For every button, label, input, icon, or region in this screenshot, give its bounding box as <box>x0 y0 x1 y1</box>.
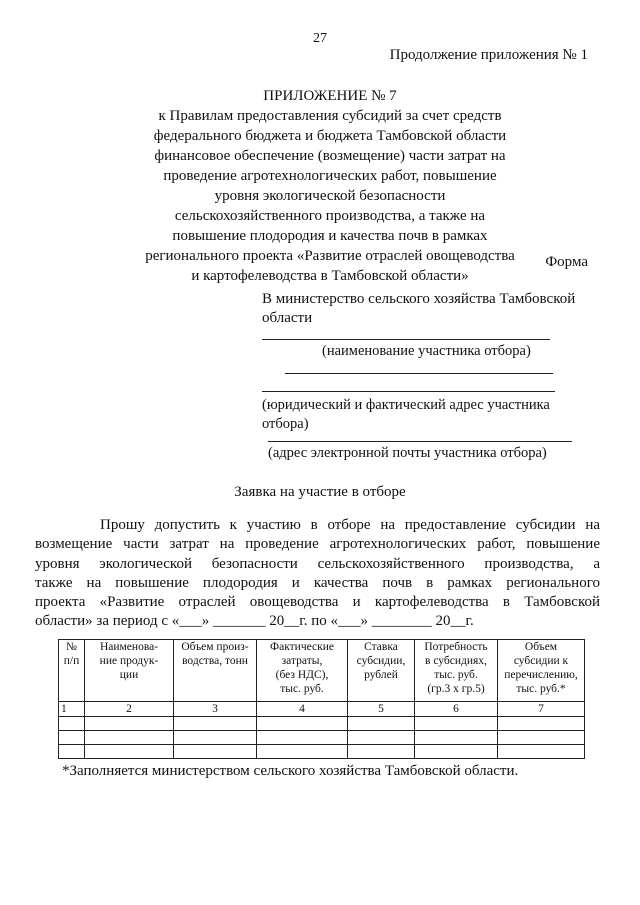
table-cell[interactable] <box>59 731 85 745</box>
table-cell[interactable] <box>59 717 85 731</box>
appendix-line: федерального бюджета и бюджета Тамбовской области <box>153 128 507 144</box>
appendix-line: повышение плодородия и качества почв в рамках <box>172 228 488 244</box>
request-line: возмещение части затрат на проведение агротехнологических работ, повышение <box>35 536 600 553</box>
table-cell[interactable] <box>85 717 174 731</box>
header-cell-transfer: Объем субсидии к перечислению, тыс. руб.* <box>498 640 585 702</box>
header-cell-need: Потребность в субсидиях, тыс. руб. (гр.3 х гр.5) <box>415 640 498 702</box>
page-number: 27 <box>313 31 327 46</box>
appendix-title: ПРИЛОЖЕНИЕ № 7 <box>263 88 397 104</box>
appendix-line: регионального проекта «Развитие отраслей овощеводства <box>145 248 515 264</box>
table-number-row <box>59 702 585 717</box>
table-row[interactable] <box>59 731 585 745</box>
table-cell[interactable] <box>415 745 498 759</box>
subsidy-table <box>58 639 585 759</box>
header-cell-product: Наименова- ние продук- ции <box>85 640 174 702</box>
table-cell[interactable] <box>498 717 585 731</box>
hint-address-line: (юридический и фактический адрес участника <box>262 397 550 413</box>
table-cell[interactable] <box>59 745 85 759</box>
column-number: 6 <box>415 702 498 717</box>
table-cell[interactable] <box>174 745 257 759</box>
appendix-line: к Правилам предоставления субсидий за счет средств <box>158 108 502 124</box>
table-cell[interactable] <box>348 731 415 745</box>
appendix-header <box>90 86 570 286</box>
form-label: Форма <box>545 254 588 270</box>
column-number: 4 <box>257 702 348 717</box>
fill-line-address-1[interactable] <box>285 373 553 374</box>
request-line: проекта «Развитие отраслей овощеводства и картофелеводства в Тамбовской <box>35 594 600 611</box>
table-cell[interactable] <box>257 731 348 745</box>
table-cell[interactable] <box>174 731 257 745</box>
appendix-line: проведение агротехнологических работ, повышение <box>163 168 497 184</box>
continuation-note: Продолжение приложения № 1 <box>389 47 588 63</box>
table-cell[interactable] <box>498 731 585 745</box>
table-cell[interactable] <box>257 745 348 759</box>
column-number: 3 <box>174 702 257 717</box>
header-cell-number: № п/п <box>59 640 85 702</box>
hint-email: (адрес электронной почты участника отбора) <box>268 445 547 461</box>
appendix-line: и картофелеводства в Тамбовской области» <box>191 268 469 284</box>
table-row[interactable] <box>59 745 585 759</box>
request-line: Прошу допустить к участию в отборе на предоставление субсидии на <box>100 517 600 533</box>
hint-address-line: отбора) <box>262 416 309 432</box>
column-number: 7 <box>498 702 585 717</box>
header-cell-volume: Объем произ- водства, тонн <box>174 640 257 702</box>
column-number: 2 <box>85 702 174 717</box>
request-line: также на повышение плодородия и качества почв в рамках регионального <box>35 574 600 591</box>
fill-line-address-2[interactable] <box>262 391 555 392</box>
hint-participant-name: (наименование участника отбора) <box>322 343 531 359</box>
request-line: области» за период с «___» _______ 20__г. по «___» ________ 20__г. <box>35 613 474 630</box>
header-cell-rate: Ставка субсидии, рублей <box>348 640 415 702</box>
column-number: 1 <box>59 702 85 717</box>
table-cell[interactable] <box>174 717 257 731</box>
footnote: *Заполняется министерством сельского хозяйства Тамбовской области. <box>62 763 519 779</box>
table-cell[interactable] <box>348 745 415 759</box>
fill-line-email[interactable] <box>268 441 572 442</box>
table-header-row <box>59 640 585 702</box>
column-number: 5 <box>348 702 415 717</box>
table-cell[interactable] <box>257 717 348 731</box>
table-cell[interactable] <box>415 717 498 731</box>
request-text <box>35 516 600 632</box>
table-cell[interactable] <box>85 745 174 759</box>
table-cell[interactable] <box>415 731 498 745</box>
table-row[interactable] <box>59 717 585 731</box>
fill-line-name[interactable] <box>262 339 550 340</box>
appendix-line: сельскохозяйственного производства, а также на <box>174 208 486 224</box>
table-cell[interactable] <box>498 745 585 759</box>
appendix-line: уровня экологической безопасности <box>214 188 446 204</box>
header-cell-costs: Фактические затраты, (без НДС), тыс. руб. <box>257 640 348 702</box>
appendix-line: финансовое обеспечение (возмещение) части затрат на <box>154 148 506 164</box>
addressee-block <box>262 290 592 328</box>
document-title: Заявка на участие в отборе <box>234 484 406 500</box>
addressee-line: В министерство сельского хозяйства Тамбовской <box>262 291 576 307</box>
hint-address <box>262 396 550 434</box>
table-cell[interactable] <box>85 731 174 745</box>
addressee-line: области <box>262 310 313 326</box>
request-line: уровня экологической безопасности сельскохозяйственного производства, а <box>35 555 600 572</box>
table-cell[interactable] <box>348 717 415 731</box>
